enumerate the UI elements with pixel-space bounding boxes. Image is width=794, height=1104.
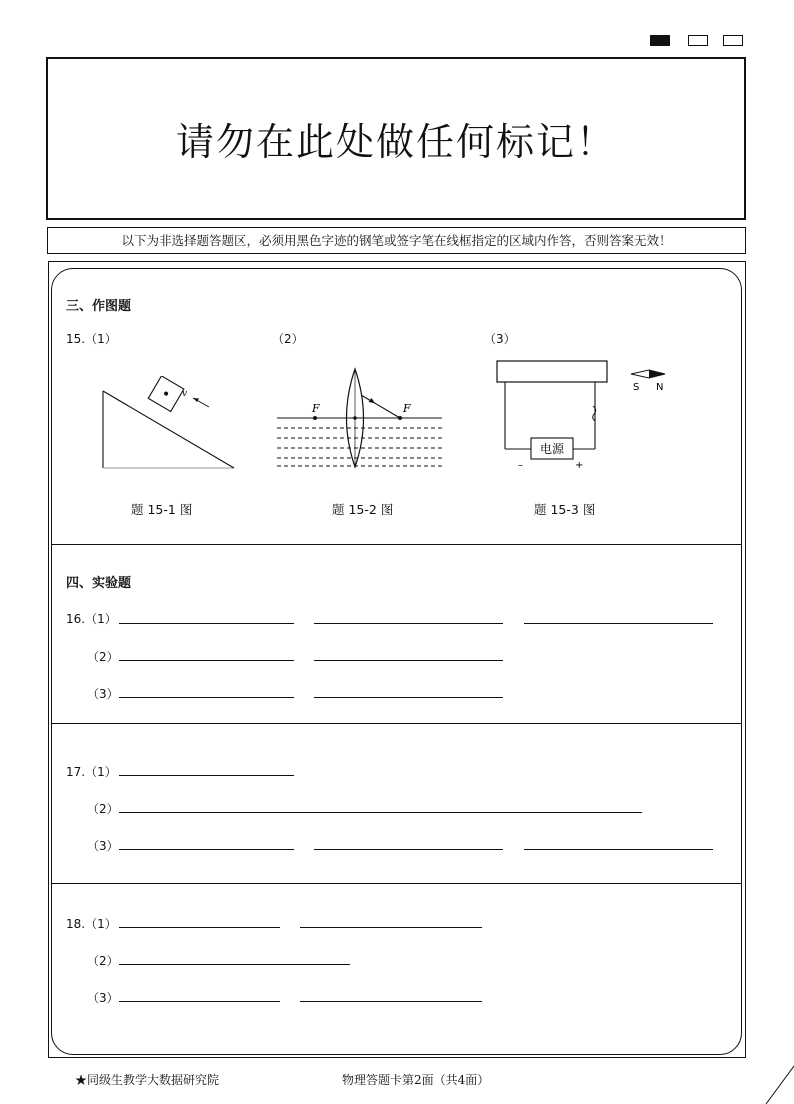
answer-line[interactable] (300, 927, 482, 928)
footer-publisher: ★同级生教学大数据研究院 (75, 1073, 220, 1087)
electromagnet-core (497, 361, 607, 382)
section-title-experiment: 四、实验题 (66, 576, 132, 591)
answer-line[interactable] (314, 697, 503, 698)
answer-line[interactable] (119, 964, 350, 965)
figure-15-2-caption: 题 15-2 图 (332, 502, 394, 517)
question-17-part1-label: 17.（1） (66, 765, 117, 779)
plus-terminal: + (575, 460, 584, 471)
positioning-marker-empty (688, 35, 708, 46)
figure-15-3-caption: 题 15-3 图 (534, 502, 596, 517)
answer-line[interactable] (119, 623, 294, 624)
answer-line[interactable] (119, 660, 294, 661)
optical-center (353, 416, 357, 420)
block (148, 376, 184, 411)
compass-needle-north (649, 370, 665, 378)
section-divider (51, 544, 742, 545)
power-source-label: 电源 (539, 442, 565, 456)
section-title-drawing: 三、作图题 (66, 299, 132, 314)
question-17-part2-label: （2） (87, 802, 119, 816)
positioning-marker-empty (723, 35, 743, 46)
figure-15-3-circuit[interactable] (494, 358, 674, 474)
question-16-part1-label: 16.（1） (66, 612, 117, 626)
figure-15-1-caption: 题 15-1 图 (131, 502, 193, 517)
velocity-label: v (182, 389, 188, 399)
answer-line[interactable] (119, 697, 294, 698)
minus-terminal: – (518, 460, 523, 471)
question-15-label: 15.（1） (66, 332, 117, 346)
question-17-part3-label: （3） (87, 839, 119, 853)
answer-line[interactable] (119, 1001, 280, 1002)
page-corner-fold (762, 1064, 794, 1104)
question-18-part2-label: （2） (87, 954, 119, 968)
focal-label-left: F (312, 402, 320, 415)
section-divider (51, 883, 742, 884)
answer-line[interactable] (314, 849, 503, 850)
light-ray-arrow (369, 398, 376, 403)
answer-line[interactable] (314, 660, 503, 661)
answer-line[interactable] (300, 1001, 482, 1002)
figure-15-1-incline[interactable] (96, 376, 241, 472)
answer-line[interactable] (119, 849, 294, 850)
answer-line[interactable] (119, 775, 294, 776)
answer-area-notice: 以下为非选择题答题区，必须用黑色字迹的钢笔或签字笔在线框指定的区域内作答，否则答案无效！ (47, 227, 746, 254)
light-ray (361, 395, 400, 418)
no-mark-text: 请勿在此处做任何标记！ (175, 120, 616, 164)
compass-n-label: N (656, 382, 664, 393)
question-16-part3-label: （3） (87, 687, 119, 701)
answer-line[interactable] (119, 927, 280, 928)
answer-line[interactable] (119, 812, 642, 813)
question-18-part3-label: （3） (87, 991, 119, 1005)
no-mark-area (46, 57, 746, 220)
focal-point-left (313, 416, 317, 420)
question-15-part2-label: （2） (272, 332, 304, 346)
section-divider (51, 723, 742, 724)
focal-label-right: F (403, 402, 411, 415)
answer-line[interactable] (314, 623, 503, 624)
question-15-part3-label: （3） (484, 332, 516, 346)
compass-s-label: S (633, 382, 640, 393)
question-16-part2-label: （2） (87, 650, 119, 664)
positioning-marker-filled (650, 35, 670, 46)
question-18-part1-label: 18.（1） (66, 917, 117, 931)
answer-line[interactable] (524, 849, 713, 850)
figure-15-2-lens[interactable] (272, 366, 447, 472)
answer-line[interactable] (524, 623, 713, 624)
footer-page-info: 物理答题卡第2面（共4面） (342, 1073, 490, 1087)
